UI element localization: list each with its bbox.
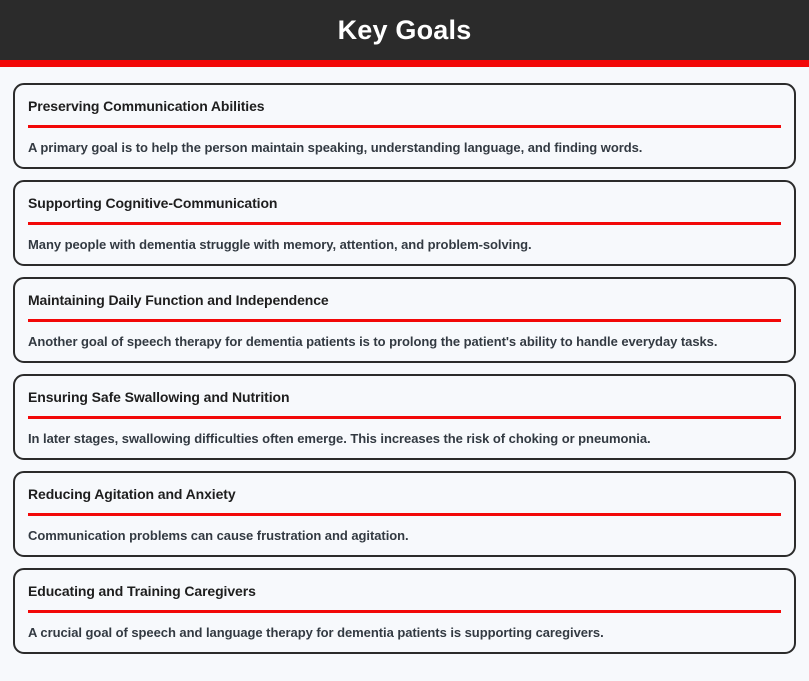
goal-description: A primary goal is to help the person maintain speaking, understanding language, and finding words.: [28, 140, 643, 156]
goal-title: Supporting Cognitive-Communication: [28, 195, 278, 211]
header-accent-bar: [0, 60, 809, 67]
goal-description: In later stages, swallowing difficulties often emerge. This increases the risk of choking or pneumonia.: [28, 431, 651, 447]
goal-divider: [28, 610, 781, 613]
goal-description: Many people with dementia struggle with memory, attention, and problem-solving.: [28, 237, 532, 253]
goal-divider: [28, 222, 781, 225]
goal-card-2: [13, 180, 796, 266]
goal-card-5: [13, 471, 796, 557]
goal-description: Another goal of speech therapy for dementia patients is to prolong the patient's ability to handle everyday tasks.: [28, 334, 718, 350]
goal-card-3: [13, 277, 796, 363]
goal-divider: [28, 125, 781, 128]
goal-title: Reducing Agitation and Anxiety: [28, 486, 236, 502]
goal-divider: [28, 319, 781, 322]
page-title: Key Goals: [337, 14, 472, 45]
goal-title: Educating and Training Caregivers: [28, 583, 256, 599]
goal-title: Preserving Communication Abilities: [28, 98, 265, 114]
goal-description: A crucial goal of speech and language therapy for dementia patients is supporting caregivers.: [28, 625, 604, 641]
goal-title: Ensuring Safe Swallowing and Nutrition: [28, 389, 290, 405]
goal-card-1: [13, 83, 796, 169]
goal-title: Maintaining Daily Function and Independence: [28, 292, 329, 308]
page-header: [0, 0, 809, 60]
goals-list: [0, 67, 809, 654]
goal-card-4: [13, 374, 796, 460]
goal-divider: [28, 513, 781, 516]
goal-divider: [28, 416, 781, 419]
goal-description: Communication problems can cause frustration and agitation.: [28, 528, 409, 544]
goal-card-6: [13, 568, 796, 654]
